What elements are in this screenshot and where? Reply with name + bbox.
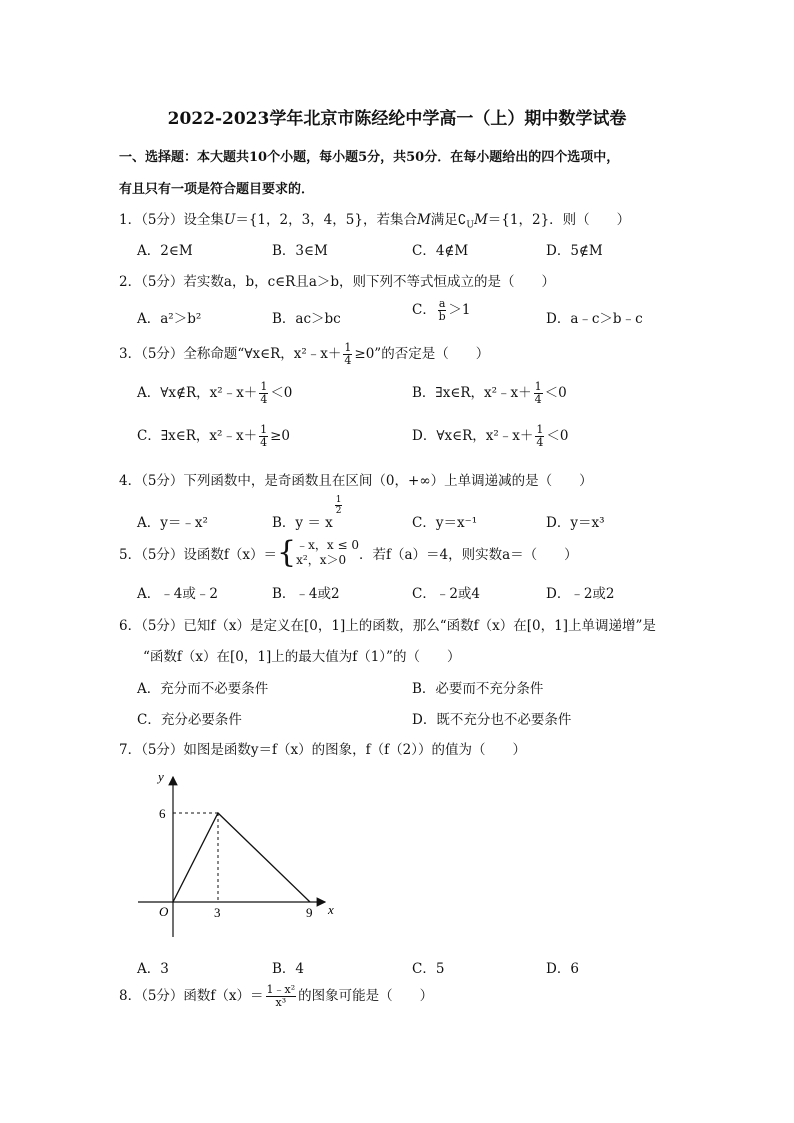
section-heading-line1: 一、选择题：本大题共10个小题，每小题5分，共50分．在每小题给出的四个选项中，: [119, 150, 620, 165]
q5-option-c: C．﹣2或4: [412, 586, 481, 602]
q6-option-d: D．既不充分也不必要条件: [412, 712, 572, 728]
q6-option-a: A．充分而不必要条件: [137, 681, 269, 697]
q7-option-b: B．4: [272, 961, 305, 977]
q4-option-c: C．y＝x⁻¹: [412, 515, 478, 531]
section-heading-line2: 有且只有一项是符合题目要求的．: [119, 182, 315, 197]
q1-option-c: C．4∉M: [412, 243, 469, 259]
function-curve: [173, 813, 310, 902]
q5-option-d: D．﹣2或2: [546, 586, 615, 602]
tick-x-9: 9: [306, 905, 313, 920]
tick-y-6: 6: [159, 806, 166, 821]
q1-option-b: B．3∈M: [272, 243, 328, 259]
q2-option-d: D．a﹣c＞b﹣c: [546, 311, 643, 327]
question-5-stem: 5．（5分）设函数f（x）＝{ ﹣x，x ≤ 0 x²，x＞0 ．若f（a）＝4，则实数a＝（ ）: [119, 535, 578, 570]
q6-option-b: B．必要而不充分条件: [412, 681, 544, 697]
question-4-stem: 4．（5分）下列函数中，是奇函数且在区间（0，+∞）上单调递减的是（ ）: [119, 473, 593, 489]
q2-option-a: A．a²＞b²: [137, 311, 202, 327]
q4-option-a: A．y＝﹣x²: [137, 515, 208, 531]
q3-option-c: C．∃x∈R，x²﹣x＋ $\frac{1}{4}$ ≥0: [137, 423, 290, 449]
question-6-stem-line1: 6．（5分）已知f（x）是定义在[0，1]上的函数，那么“函数f（x）在[0，1]上单调递增”是: [119, 618, 656, 634]
q3-option-d: D．∀x∈R，x²﹣x＋ $\frac{1}{4}$ ＜0: [412, 423, 569, 449]
x-axis-label: x: [328, 902, 334, 917]
question-8-stem: 8．（5分）函数f（x）＝ $\frac{\text{1﹣x²}}{\text{x³}}$ 的图象可能是（ ）: [119, 983, 434, 1009]
page-title: 2022-2023学年北京市陈经纶中学高一（上）期中数学试卷: [167, 109, 627, 129]
q6-option-c: C．充分必要条件: [137, 712, 242, 728]
question-3-stem: 3．（5分）全称命题“∀x∈R，x²﹣x＋ $\frac{1}{4}$ ≥0”的否定是（ ）: [119, 341, 490, 367]
q2-option-b: B．ac＞bc: [272, 311, 341, 327]
question-2-stem: 2．（5分）若实数a，b，c∈R且a＞b，则下列不等式恒成立的是（ ）: [119, 274, 556, 290]
question-6-stem-line2: “函数f（x）在[0，1]上的最大值为f（1）”的（ ）: [143, 649, 461, 665]
q7-option-a: A．3: [137, 961, 169, 977]
q4-option-d: D．y＝x³: [546, 515, 605, 531]
y-axis-label: y: [158, 769, 164, 784]
q2-option-c: C． $\frac{a}{b}$ ＞1: [412, 297, 471, 323]
origin-label: O: [159, 904, 169, 919]
q3-option-a: A．∀x∉R，x²﹣x＋ $\frac{1}{4}$ ＜0: [137, 380, 293, 406]
q1-option-a: A．2∈M: [137, 243, 193, 259]
question-1-stem: 1．（5分）设全集U＝{1，2，3，4，5}，若集合M满足$∁_UM=\{1$，2}．则（ ）: [119, 212, 631, 231]
q3-option-b: B．∃x∈R，x²﹣x＋ $\frac{1}{4}$ ＜0: [412, 380, 567, 406]
q7-function-graph: [130, 765, 350, 945]
q7-option-c: C．5: [412, 961, 445, 977]
q5-option-a: A．﹣4或﹣2: [137, 586, 218, 602]
q5-option-b: B．﹣4或2: [272, 586, 340, 602]
q7-option-d: D．6: [546, 961, 579, 977]
q1-option-d: D．5∉M: [546, 243, 603, 259]
tick-x-3: 3: [214, 905, 221, 920]
question-7-stem: 7．（5分）如图是函数y＝f（x）的图象，f（f（2））的值为（ ）: [119, 742, 526, 758]
q4-option-b: B．y ＝ x $\frac{1}{2}$: [272, 495, 342, 531]
